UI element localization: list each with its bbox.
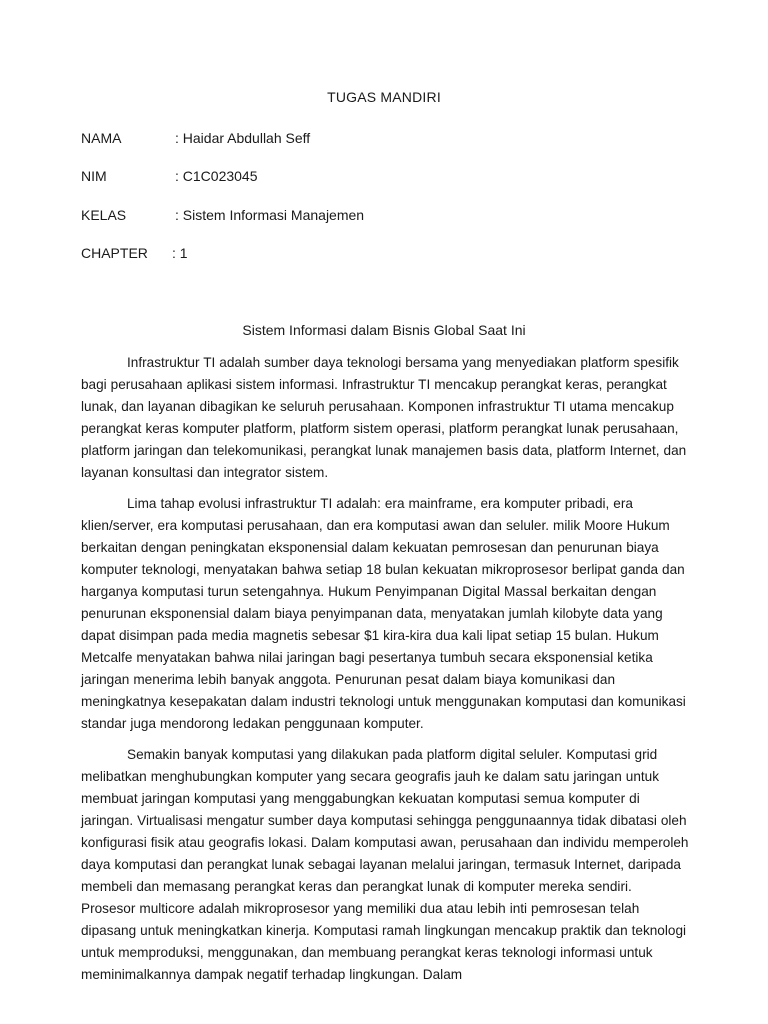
field-value: : Haidar Abdullah Seff xyxy=(175,130,311,146)
field-label: KELAS xyxy=(81,207,127,223)
field-value: : Sistem Informasi Manajemen xyxy=(175,207,365,223)
field-chapter xyxy=(81,245,188,261)
field-value: : C1C023045 xyxy=(175,168,258,184)
paragraph: Semakin banyak komputasi yang dilakukan pada platform digital seluler. Komputasi grid melibatkan menghubungkan komputer yang secara geografis jauh ke dalam satu jaringan untuk membuat jaringan komputasi yang menggabungkan kekuatan komputasi semua komputer di jaringan. Virtualisasi mengatur sumber daya komputasi sehingga penggunaannya tidak dibatasi oleh konfigurasi fisik atau geografis lokasi. Dalam komputasi awan, perusahaan dan individu memperoleh daya komputasi dan perangkat lunak sebagai layanan melalui jaringan, termasuk Internet, daripada membeli dan memasang perangkat keras dan perangkat lunak di komputer mereka sendiri. Prosesor multicore adalah mikroprosesor yang memiliki dua atau lebih inti pemrosesan telah dipasang untuk meningkatkan kinerja. Komputasi ramah lingkungan mencakup praktik dan teknologi untuk memproduksi, menggunakan, dan membuang perangkat keras teknologi informasi untuk meminimalkannya dampak negatif terhadap lingkungan. Dalam xyxy=(81,747,689,982)
document-title: TUGAS MANDIRI xyxy=(327,89,441,105)
field-label: NIM xyxy=(81,168,107,184)
body-text xyxy=(81,352,689,995)
paragraph: Infrastruktur TI adalah sumber daya teknologi bersama yang menyediakan platform spesifik bagi perusahaan aplikasi sistem informasi. Infrastruktur TI mencakup perangkat keras, perangkat lunak, dan layanan dibagikan ke seluruh perusahaan. Komponen infrastruktur TI utama mencakup perangkat keras komputer platform, platform sistem operasi, platform perangkat lunak perusahaan, platform jaringan dan telekomunikasi, perangkat lunak manajemen basis data, platform Internet, dan layanan konsultasi dan integrator sistem. xyxy=(81,355,687,480)
field-nim xyxy=(81,168,258,184)
paragraph: Lima tahap evolusi infrastruktur TI adalah: era mainframe, era komputer pribadi, era klien/server, era komputasi perusahaan, dan era komputasi awan dan seluler. milik Moore Hukum berkaitan dengan peningkatan eksponensial dalam kekuatan pemrosesan dan penurunan biaya komputer teknologi, menyatakan bahwa setiap 18 bulan kekuatan mikroprosesor berlipat ganda dan harganya komputasi turun setengahnya. Hukum Penyimpanan Digital Massal berkaitan dengan penurunan eksponensial dalam biaya penyimpanan data, menyatakan jumlah kilobyte data yang dapat disimpan pada media magnetis sebesar $1 kira-kira dua kali lipat setiap 15 bulan. Hukum Metcalfe menyatakan bahwa nilai jaringan bagi pesertanya tumbuh secara eksponensial ketika jaringan menerima lebih banyak anggota. Penurunan pesat dalam biaya komunikasi dan meningkatnya kesepakatan dalam industri teknologi untuk menggunakan komputasi dan komunikasi standar juga mendorong ledakan penggunaan komputer. xyxy=(81,496,686,731)
field-nama xyxy=(81,130,311,146)
field-label: NAMA xyxy=(81,130,122,146)
field-label: CHAPTER xyxy=(81,245,148,261)
field-kelas xyxy=(81,207,365,223)
field-value: : 1 xyxy=(172,245,188,261)
section-title: Sistem Informasi dalam Bisnis Global Saat Ini xyxy=(242,322,526,338)
